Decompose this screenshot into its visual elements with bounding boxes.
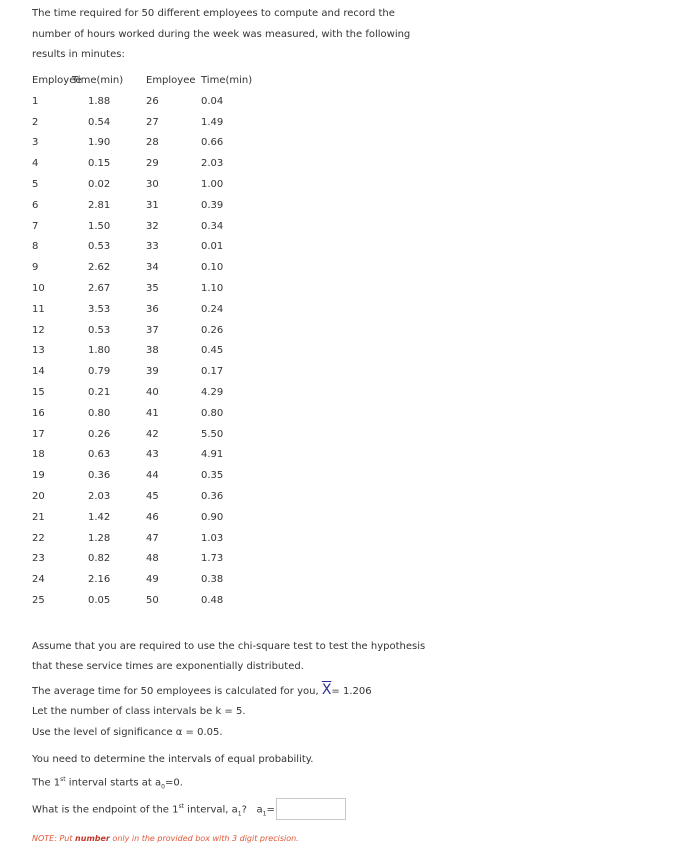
employee-id: 9	[32, 262, 39, 274]
time-value: 1.90	[88, 137, 111, 149]
table-row	[32, 404, 272, 425]
employee-id: 50	[146, 594, 159, 606]
employee-id: 30	[146, 178, 159, 190]
average-suffix: = 1.206	[331, 686, 372, 697]
time-value: 0.82	[88, 553, 111, 565]
table-row	[32, 383, 272, 404]
first-interval-sup: st	[60, 776, 66, 783]
time-value: 0.90	[201, 511, 224, 523]
time-value: 0.36	[201, 490, 224, 502]
time-value: 2.62	[88, 262, 111, 274]
note-suffix: only in the provided box with 3 digit precision.	[109, 834, 299, 843]
time-value: 0.38	[201, 574, 224, 586]
employee-id: 2	[32, 116, 39, 128]
time-value: 0.26	[88, 428, 111, 440]
employee-id: 40	[146, 386, 159, 398]
answer-label-sub: 1	[262, 810, 267, 818]
employee-id: 23	[32, 553, 45, 565]
employee-id: 10	[32, 282, 45, 294]
employee-id: 47	[146, 532, 159, 544]
time-value: 0.04	[201, 95, 224, 107]
first-interval-middle: interval starts at a	[65, 777, 162, 789]
employee-id: 4	[32, 158, 39, 170]
time-value: 0.63	[88, 449, 111, 461]
time-value: 4.91	[201, 449, 224, 461]
employee-id: 32	[146, 220, 159, 232]
table-row	[32, 445, 272, 466]
employee-id: 46	[146, 511, 159, 523]
time-value: 0.24	[201, 303, 224, 315]
time-value: 0.02	[88, 178, 111, 190]
question-sub: 1	[237, 810, 242, 818]
time-value: 0.10	[201, 262, 224, 274]
table-row	[32, 466, 272, 487]
time-value: 0.48	[201, 594, 224, 606]
time-value: 1.00	[201, 178, 224, 190]
employee-id: 20	[32, 490, 45, 502]
time-value: 5.50	[201, 428, 224, 440]
time-value: 0.15	[88, 158, 111, 170]
question-end: ?	[241, 804, 247, 816]
table-header	[32, 71, 272, 92]
time-value: 1.49	[201, 116, 224, 128]
answer-label: a	[256, 804, 263, 816]
time-value: 3.53	[88, 303, 111, 315]
employee-id: 19	[32, 470, 45, 482]
employee-id: 27	[146, 116, 159, 128]
table-row	[32, 258, 272, 279]
table-row	[32, 175, 272, 196]
time-value: 1.28	[88, 532, 111, 544]
table-row	[32, 591, 272, 612]
time-value: 2.67	[88, 282, 111, 294]
question-line	[32, 797, 452, 824]
assume-text: Assume that you are required to use the chi-square test to test the hypothesis that these service times are exponentially distributed.	[32, 641, 426, 672]
employee-id: 28	[146, 137, 159, 149]
employee-id: 35	[146, 282, 159, 294]
header-employee-2: Employee	[146, 75, 196, 86]
employee-id: 43	[146, 449, 159, 461]
question-middle: interval, a	[183, 804, 238, 816]
time-value: 1.50	[88, 220, 111, 232]
time-value: 0.36	[88, 470, 111, 482]
time-value: 4.29	[201, 386, 224, 398]
table-row	[32, 217, 272, 238]
time-value: 1.73	[201, 553, 224, 565]
employee-id: 15	[32, 386, 45, 398]
average-line	[32, 680, 432, 702]
table-row	[32, 549, 272, 570]
header-time-2: Time(min)	[201, 75, 253, 86]
first-interval-line	[32, 770, 432, 797]
table-row	[32, 279, 272, 300]
employee-id: 18	[32, 449, 45, 461]
employee-id: 3	[32, 137, 39, 149]
first-interval-sub: 0	[161, 783, 165, 791]
employee-id: 37	[146, 324, 159, 336]
employee-id: 29	[146, 158, 159, 170]
time-value: 1.88	[88, 95, 111, 107]
table-row	[32, 529, 272, 550]
employee-id: 33	[146, 241, 159, 253]
time-value: 0.53	[88, 324, 111, 336]
employee-id: 44	[146, 470, 159, 482]
table-row	[32, 362, 272, 383]
table-row	[32, 196, 272, 217]
employee-id: 16	[32, 407, 45, 419]
employee-id: 41	[146, 407, 159, 419]
time-value: 0.35	[201, 470, 224, 482]
time-value: 2.03	[201, 158, 224, 170]
employee-id: 49	[146, 574, 159, 586]
time-value: 2.03	[88, 490, 111, 502]
table-row	[32, 425, 272, 446]
employee-id: 39	[146, 366, 159, 378]
time-value: 1.03	[201, 532, 224, 544]
table-row	[32, 508, 272, 529]
employee-id: 25	[32, 594, 45, 606]
employee-id: 38	[146, 345, 159, 357]
employee-id: 8	[32, 241, 39, 253]
employee-id: 1	[32, 95, 39, 107]
answer-input[interactable]	[276, 798, 346, 820]
data-table	[32, 71, 272, 612]
employee-id: 45	[146, 490, 159, 502]
employee-id: 17	[32, 428, 45, 440]
header-time-1: Time(min)	[72, 75, 124, 86]
question-sup: st	[178, 803, 184, 810]
time-value: 0.26	[201, 324, 224, 336]
employee-id: 48	[146, 553, 159, 565]
employee-id: 36	[146, 303, 159, 315]
table-row	[32, 300, 272, 321]
time-value: 0.01	[201, 241, 224, 253]
time-value: 0.45	[201, 345, 224, 357]
average-prefix: The average time for 50 employees is calculated for you,	[32, 686, 322, 697]
time-value: 0.53	[88, 241, 111, 253]
employee-id: 26	[146, 95, 159, 107]
employee-id: 22	[32, 532, 45, 544]
time-value: 0.34	[201, 220, 224, 232]
employee-id: 11	[32, 303, 45, 315]
note-prefix: NOTE: Put	[32, 834, 76, 843]
employee-id: 13	[32, 345, 45, 357]
employee-id: 24	[32, 574, 45, 586]
answer-equals: =	[266, 804, 275, 816]
time-value: 2.16	[88, 574, 111, 586]
determine-text: You need to determine the intervals of equal probability.	[32, 754, 314, 765]
time-value: 0.54	[88, 116, 111, 128]
employee-id: 21	[32, 511, 45, 523]
first-interval-suffix: =0.	[164, 777, 183, 789]
header-employee-1: Employee	[32, 75, 82, 86]
time-value: 0.39	[201, 199, 224, 211]
employee-id: 7	[32, 220, 39, 232]
time-value: 0.21	[88, 386, 111, 398]
first-interval-prefix: The 1	[32, 777, 61, 789]
employee-id: 34	[146, 262, 159, 274]
employee-id: 14	[32, 366, 45, 378]
table-row	[32, 92, 272, 113]
time-value: 0.80	[201, 407, 224, 419]
employee-id: 42	[146, 428, 159, 440]
table-row	[32, 237, 272, 258]
question-prefix: What is the endpoint of the 1	[32, 804, 179, 816]
xbar-symbol: $\overline{X}$	[321, 682, 332, 698]
significance-text: Use the level of significance α = 0.05.	[32, 727, 223, 738]
table-row	[32, 321, 272, 342]
time-value: 1.10	[201, 282, 224, 294]
table-row	[32, 341, 272, 362]
note-bold: number	[75, 834, 110, 843]
time-value: 0.66	[201, 137, 224, 149]
classes-text: Let the number of class intervals be k = 5.	[32, 706, 246, 717]
employee-id: 5	[32, 178, 39, 190]
note-text	[32, 834, 299, 843]
table-row	[32, 487, 272, 508]
employee-id: 12	[32, 324, 45, 336]
time-value: 2.81	[88, 199, 111, 211]
time-value: 1.42	[88, 511, 111, 523]
time-value: 0.80	[88, 407, 111, 419]
employee-id: 6	[32, 199, 39, 211]
table-row	[32, 570, 272, 591]
table-row	[32, 154, 272, 175]
intro-text: The time required for 50 different employees to compute and record the number of hours worked during the week was measured, with the following results in minutes:	[32, 8, 411, 60]
table-row	[32, 133, 272, 154]
time-value: 0.05	[88, 594, 111, 606]
employee-id: 31	[146, 199, 159, 211]
time-value: 1.80	[88, 345, 111, 357]
table-row	[32, 113, 272, 134]
time-value: 0.79	[88, 366, 111, 378]
time-value: 0.17	[201, 366, 224, 378]
